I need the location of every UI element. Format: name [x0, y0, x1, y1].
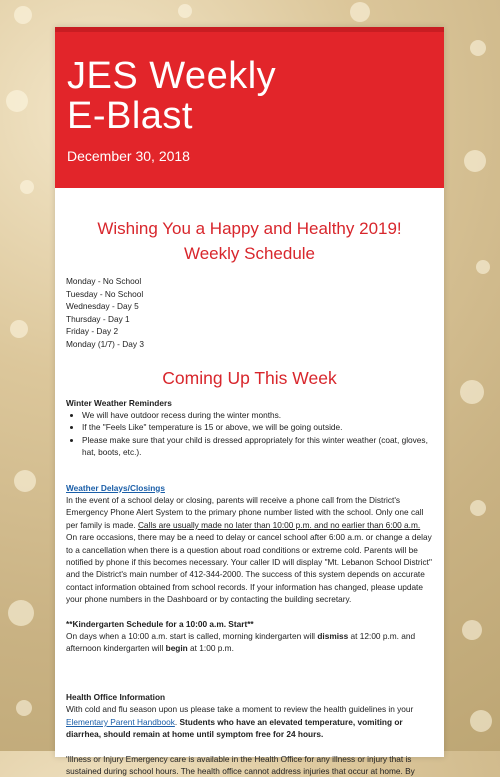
health-title: Health Office Information [66, 691, 433, 703]
delays-call-times: Calls are usually made no later than 10:00 p.m. and no earlier than 6:00 a.m. [138, 520, 420, 530]
health-section [66, 691, 433, 777]
schedule-item: Tuesday - No School [66, 288, 433, 301]
schedule-list [66, 275, 433, 351]
schedule-heading: Weekly Schedule [66, 243, 433, 265]
parent-handbook-link[interactable]: Elementary Parent Handbook [66, 717, 175, 727]
kindergarten-text: On days when a 10:00 a.m. start is called, morning kindergarten will [66, 631, 317, 641]
delays-section [66, 482, 433, 606]
greeting-heading: Wishing You a Happy and Healthy 2019! [66, 218, 433, 240]
weather-delays-link[interactable]: Weather Delays/Closings [66, 483, 165, 493]
newsletter-title: JES Weekly E-Blast [67, 56, 276, 136]
coming-up-heading: Coming Up This Week [66, 367, 433, 389]
newsletter-card [55, 27, 444, 757]
kindergarten-title: **Kindergarten Schedule for a 10:00 a.m. Start** [66, 618, 433, 630]
list-item: • If the "Feels Like" temperature is 15 or above, we will be going outside. [82, 421, 433, 433]
kindergarten-dismiss: dismiss [317, 631, 348, 641]
kindergarten-section [66, 618, 433, 655]
schedule-item: Wednesday - Day 5 [66, 300, 433, 313]
kindergarten-text: at 1:00 p.m. [188, 643, 234, 653]
schedule-item: Monday (1/7) - Day 3 [66, 338, 433, 351]
schedule-item: Friday - Day 2 [66, 325, 433, 338]
winter-title: Winter Weather Reminders [66, 397, 433, 409]
header-banner [55, 27, 444, 188]
list-item: • Please make sure that your child is dressed appropriately for this winter weather (coat, gloves, hat, boots, etc.). [82, 434, 433, 459]
health-text: With cold and flu season upon us please take a moment to review the health guidelines in your [66, 704, 413, 714]
kindergarten-begin: begin [166, 643, 188, 653]
winter-list [66, 409, 433, 459]
list-item: • We will have outdoor recess during the winter months. [82, 409, 433, 421]
health-guideline: Students who have an elevated temperature, vomiting or diarrhea, should remain at home until symptom free for 24 hours. [66, 717, 403, 739]
newsletter-date: December 30, 2018 [67, 148, 190, 164]
kindergarten-text: at 12:00 p.m. and afternoon kindergarten will [66, 631, 415, 653]
health-paragraph: 'Illness or Injury Emergency care is available in the Health Office for any illness or injury that is sustained during school hours. The health office cannot address injuries that occur at home. By [66, 753, 433, 777]
health-text: . [175, 717, 180, 727]
delays-text-rest: On rare occasions, there may be a need to delay or cancel school after 6:00 a.m. or change a delay to a cancellation when there is a question about road conditions or extreme cold. Parents will be notified by phone if this becomes necessary. Your caller ID will display "Mt. Lebanon School District" and the District's main number of 412-344-2000. The success of this system depends on accurate contact information obtained from school records. If your information has changed, please update your phone numbers in the Dashboard or by contacting the building secretary. [66, 532, 432, 604]
delays-text: In the event of a school delay or closing, parents will receive a phone call from the District's Emergency Phone Alert System to the primary phone number listed with the school. Only one call per family is made. [66, 495, 423, 530]
schedule-item: Monday - No School [66, 275, 433, 288]
schedule-item: Thursday - Day 1 [66, 313, 433, 326]
newsletter-body [55, 218, 444, 777]
